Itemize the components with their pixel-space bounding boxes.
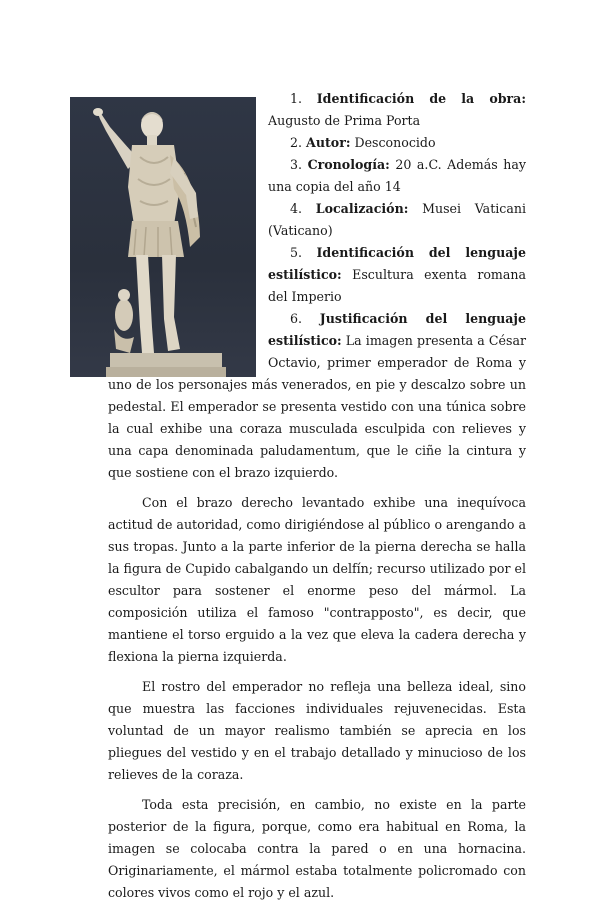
list-item: 3. Cronología: 20 a.C. Además hay una copia del año 14: [268, 157, 526, 194]
body-paragraph: Con el brazo derecho levantado exhibe una inequívoca actitud de autoridad, como dirigiéndose al público o arengando a sus tropas. Junto a la parte inferior de la pierna derecha se halla la figura de Cupido cabalgando un delfín; recurso utilizado por el escultor para sostener el enorme peso del mármol. La composición utiliza el famoso "contrapposto", es decir, que mantiene el torso erguido a la vez que eleva la cadera derecha y flexiona la pierna izquierda.: [108, 495, 526, 664]
image-wrap-spacer: [108, 88, 268, 374]
body-paragraph: El rostro del emperador no refleja una belleza ideal, sino que muestra las facciones individuales rejuvenecidas. Esta voluntad de un mayor realismo también se aprecia en los pliegues del vestido y en el trabajo detallado y minucioso de los relieves de la coraza.: [108, 679, 526, 782]
body-paragraph: Toda esta precisión, en cambio, no existe en la parte posterior de la figura, porque, como era habitual en Roma, la imagen se colocaba contra la pared o en una hornacina. Originariamente, el mármol estaba totalmente policromado con colores vivos como el rojo y el azul.: [108, 797, 526, 900]
list-item: 1. Identificación de la obra: Augusto de Prima Porta: [268, 91, 526, 128]
list-item: 5. Identificación del lenguaje estilístico: Escultura exenta romana del Imperio: [268, 245, 526, 304]
list-item: 4. Localización: Musei Vaticani (Vaticano): [268, 201, 526, 238]
list-item: 6. Justificación del lenguaje estilístico: La imagen presenta a César Octavio, primer emperador de Roma y uno de los personajes más venerados, en pie y descalzo sobre un pedestal. El emperador se presenta vestido con una túnica sobre la cual exhibe una coraza musculada esculpida con relieves y una capa denominada paludamentum, que le ciñe la cintura y que sostiene con el brazo izquierdo.: [108, 311, 526, 480]
article-text: [108, 88, 526, 904]
list-item: 2. Autor: Desconocido: [290, 135, 436, 150]
